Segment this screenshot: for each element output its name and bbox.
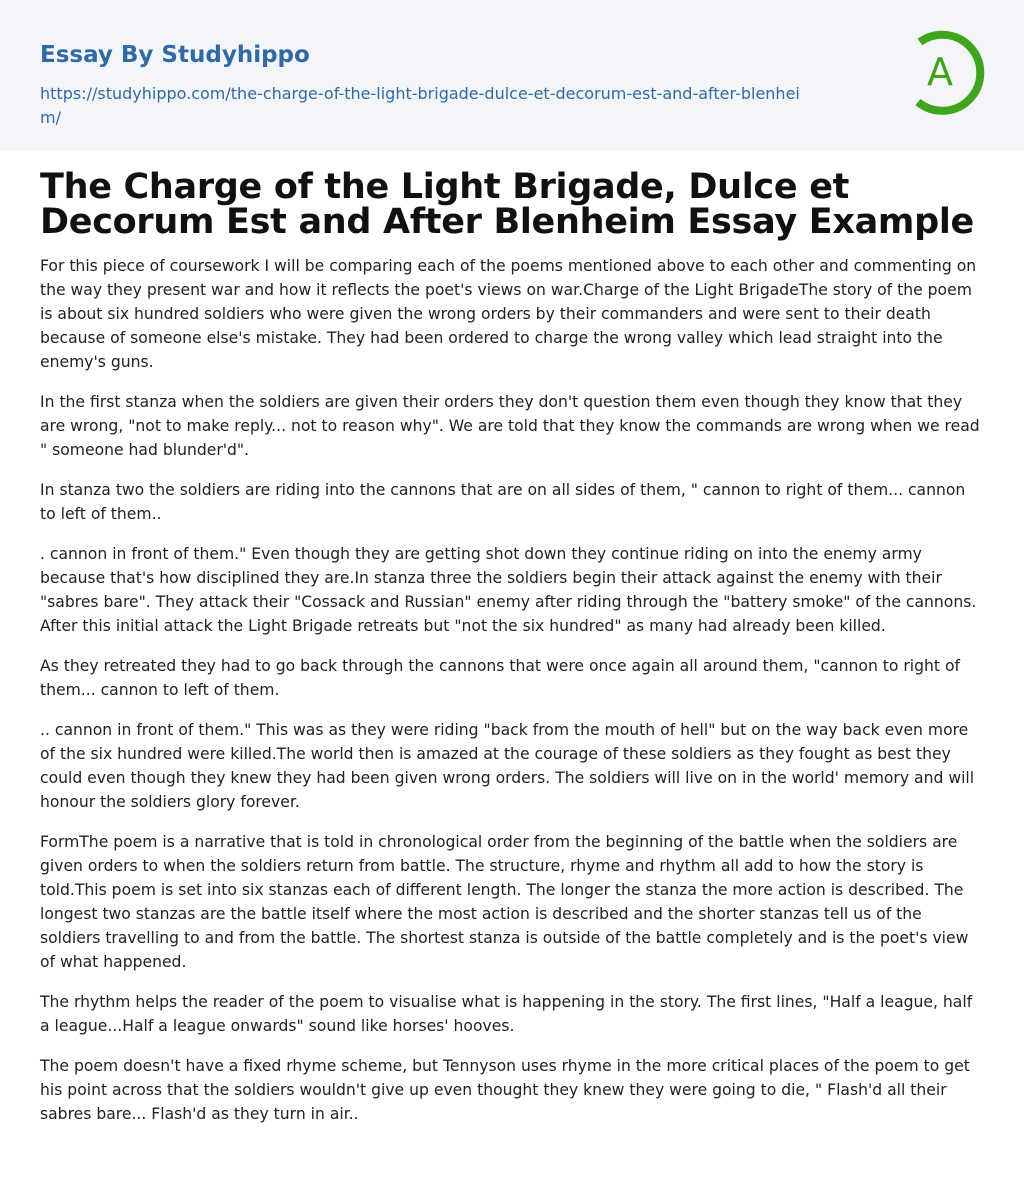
essay-paragraph: In stanza two the soldiers are riding into the cannons that are on all sides of them, " cannon to right of them... cannon to left of them..: [40, 481, 966, 523]
site-header: [0, 0, 1024, 150]
essay-paragraph: FormThe poem is a narrative that is told in chronological order from the beginning of the battle when the soldiers are given orders to when the soldiers return from battle. The structure, rhyme and rhythm all add to how the story is told.This poem is set into six stanzas each of different length. The longer the stanza the more action is described. The longest two stanzas are the battle itself where the most action is described and the shorter stanzas tell us of the soldiers travelling to and from the battle. The shortest stanza is outside of the battle completely and is the poet's view of what happened.: [40, 833, 969, 971]
essay-paragraph: The rhythm helps the reader of the poem to visualise what is happening in the story. The first lines, "Half a league, half a league...Half a league onwards" sound like horses' hooves.: [40, 993, 973, 1035]
essay-content: [40, 167, 984, 1142]
logo-letter: A: [927, 50, 953, 94]
essay-paragraph: . cannon in front of them." Even though they are getting shot down they continue riding on into the enemy army because that's how disciplined they are.In stanza three the soldiers begin their attack against the enemy with their "sabres bare". They attack their "Cossack and Russian" enemy after riding through the "battery smoke" of the cannons. After this initial attack the Light Brigade retreats but "not the six hundred" as many had already been killed.: [40, 545, 977, 635]
essay-paragraph: In the first stanza when the soldiers are given their orders they don't question them even though they know that they are wrong, "not to make reply... not to reason why". We are told that they know the commands are wrong when we read " someone had blunder'd".: [40, 393, 980, 459]
essay-paragraph: As they retreated they had to go back through the cannons that were once again all around them, "cannon to right of them... cannon to left of them.: [40, 657, 961, 699]
source-url-link[interactable]: https://studyhippo.com/the-charge-of-the-light-brigade-dulce-et-decorum-est-and-after-blenheim/: [40, 84, 800, 127]
essay-paragraph: The poem doesn't have a fixed rhyme scheme, but Tennyson uses rhyme in the more critical places of the poem to get his point across that the soldiers wouldn't give up even thought they knew they were going to die, " Flash'd all their sabres bare... Flash'd as they turn in air..: [40, 1057, 970, 1123]
site-title[interactable]: Essay By Studyhippo: [40, 42, 310, 68]
essay-title: The Charge of the Light Brigade, Dulce et Decorum Est and After Blenheim Essay Example: [40, 167, 974, 242]
studyhippo-logo[interactable]: [906, 28, 990, 118]
essay-paragraph: .. cannon in front of them." This was as they were riding "back from the mouth of hell" but on the way back even more of the six hundred were killed.The world then is amazed at the courage of these soldiers as they fought as best they could even though they knew they had been given wrong orders. The soldiers will live on in the world' memory and will honour the soldiers glory forever.: [40, 721, 975, 811]
essay-paragraph: For this piece of coursework I will be comparing each of the poems mentioned above to each other and commenting on the way they present war and how it reflects the poet's views on war.Charge of the Light BrigadeThe story of the poem is about six hundred soldiers who were given the wrong orders by their commanders and were sent to their death because of someone else's mistake. They had been ordered to charge the wrong valley which lead straight into the enemy's guns.: [40, 257, 977, 371]
